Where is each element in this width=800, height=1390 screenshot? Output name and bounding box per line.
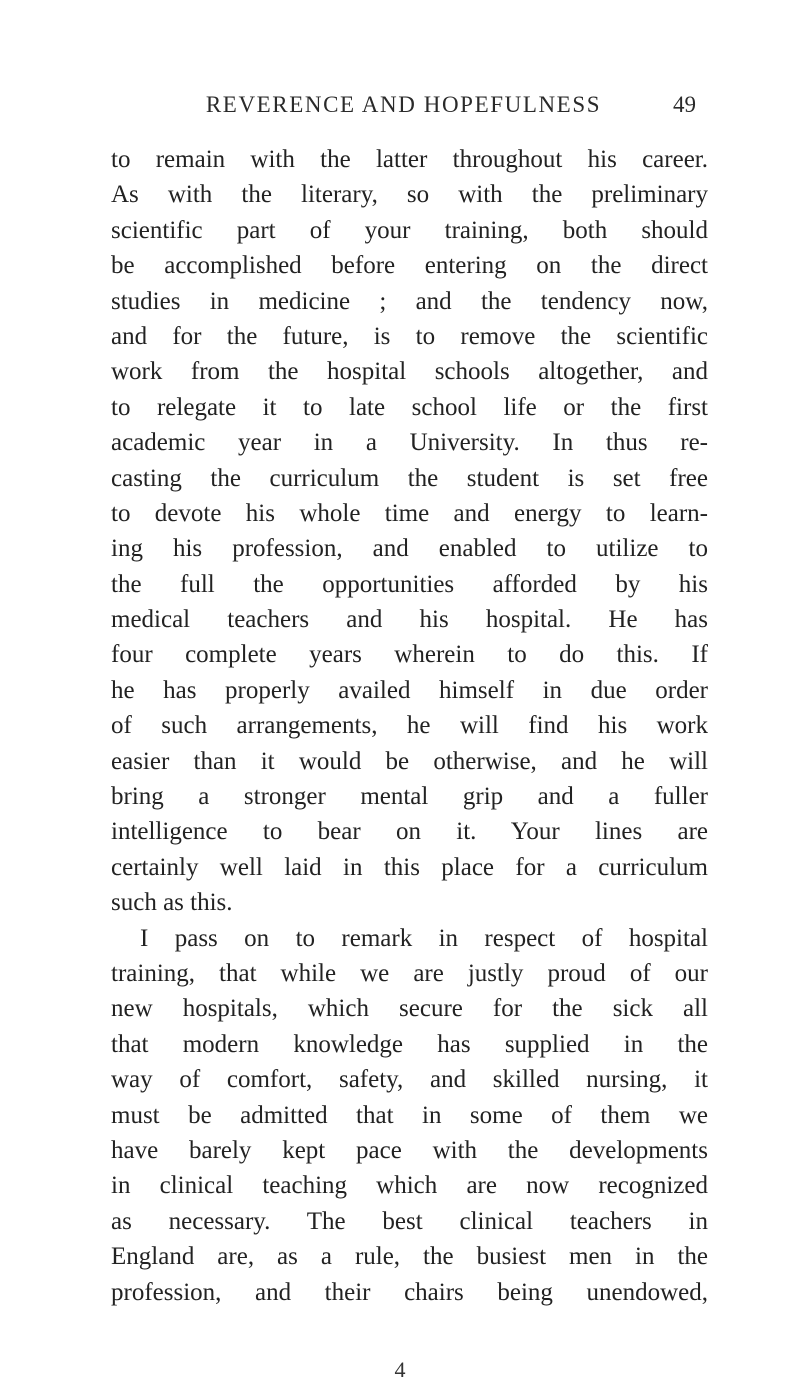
text-line: such as this. [111, 889, 233, 917]
signature-mark: 4 [394, 1357, 406, 1382]
text-line: that modern knowledge has supplied in the [111, 1030, 708, 1058]
text-line: way of comfort, safety, and skilled nursing, it [111, 1066, 708, 1094]
text-line: studies in medicine ; and the tendency now, [111, 287, 708, 315]
text-line: to devote his whole time and energy to learn- [111, 499, 708, 527]
text-line: be accomplished before entering on the direct [111, 252, 708, 280]
body-text [111, 142, 708, 1310]
text-line: intelligence to bear on it. Your lines are [111, 818, 708, 846]
text-line: medical teachers and his hospital. He has [111, 606, 708, 634]
text-line: work from the hospital schools altogether, and [111, 358, 708, 386]
text-line: to remain with the latter throughout his career. [111, 146, 708, 173]
text-line: England are, as a rule, the busiest men in the [111, 1243, 708, 1271]
text-line: in clinical teaching which are now recognized [111, 1172, 708, 1200]
text-line: I pass on to remark in respect of hospital [140, 924, 708, 952]
text-line: the full the opportunities afforded by his [111, 570, 708, 598]
text-line: and for the future, is to remove the scientific [111, 322, 708, 350]
text-line: four complete years wherein to do this. If [111, 641, 708, 669]
running-title: REVERENCE AND HOPEFULNESS [205, 92, 602, 117]
text-line: certainly well laid in this place for a curriculum [111, 853, 708, 881]
text-line: of such arrangements, he will find his work [111, 712, 708, 740]
text-line: as necessary. The best clinical teachers in [111, 1207, 708, 1235]
text-line: new hospitals, which secure for the sick all [111, 995, 708, 1023]
text-line: casting the curriculum the student is set free [111, 464, 708, 492]
paragraph [111, 142, 708, 921]
text-line: to relegate it to late school life or the first [111, 393, 708, 421]
text-line: training, that while we are justly proud of our [111, 959, 708, 987]
running-head [111, 88, 696, 122]
page-number: 49 [673, 92, 696, 117]
text-line: academic year in a University. In thus re- [111, 429, 708, 457]
text-line: must be admitted that in some of them we [111, 1101, 708, 1129]
text-line: easier than it would be otherwise, and he will [111, 747, 708, 775]
text-line: have barely kept pace with the developments [111, 1136, 708, 1164]
text-line: ing his profession, and enabled to utilize to [111, 535, 708, 563]
text-line: profession, and their chairs being unendowed, [111, 1278, 708, 1306]
text-line: he has properly availed himself in due order [111, 676, 708, 704]
text-line: As with the literary, so with the preliminary [111, 181, 708, 209]
text-line: bring a stronger mental grip and a fuller [111, 783, 708, 811]
text-line: scientific part of your training, both should [111, 216, 708, 244]
paragraph [111, 921, 708, 1310]
